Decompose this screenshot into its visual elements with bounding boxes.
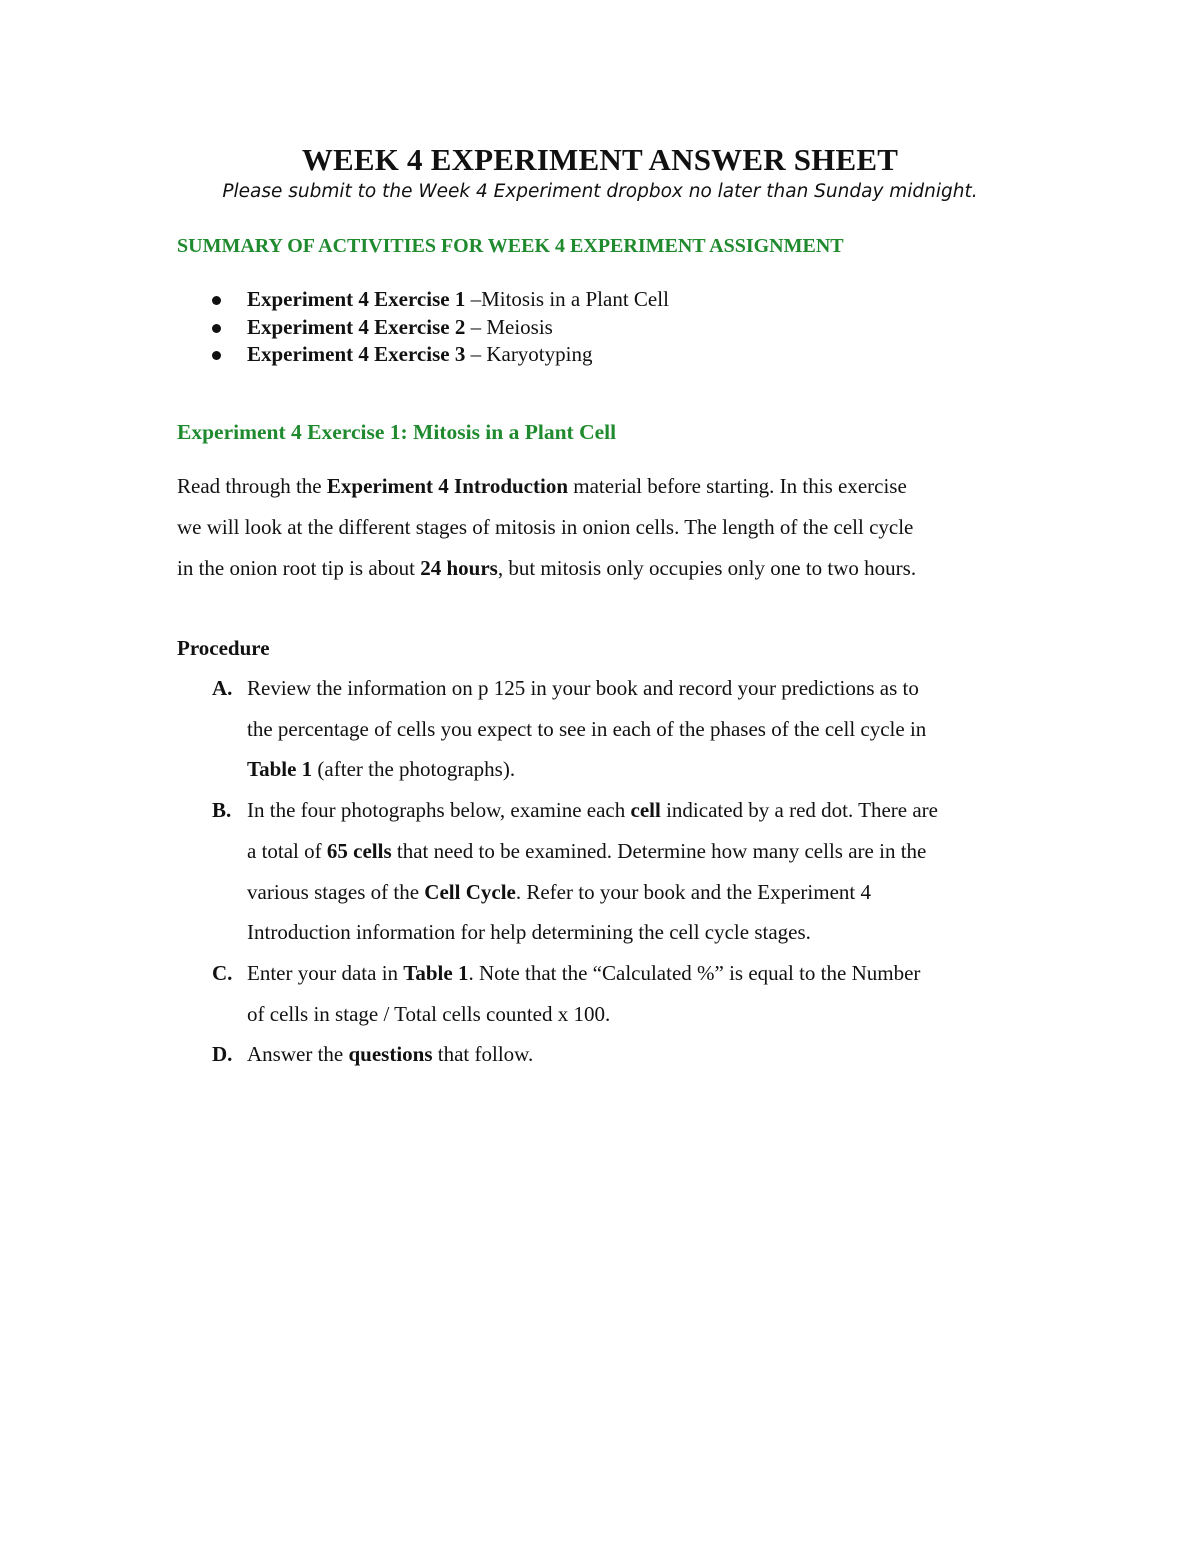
step-text: Answer the <box>247 1042 349 1067</box>
step-text: . Note that the “Calculated %” is equal to the Number <box>468 960 921 985</box>
exercise-heading: Experiment 4 Exercise 1: Mitosis in a Plant Cell <box>177 420 617 444</box>
procedure-step-c <box>177 953 1037 1034</box>
step-text: . Refer to your book and the Experiment 4 <box>515 879 871 904</box>
intro-text: , but mitosis only occupies only one to two hours. <box>497 556 917 580</box>
intro-line <box>177 466 1027 507</box>
step-bold: Table 1 <box>247 757 313 782</box>
step-letter: D. <box>212 1042 233 1067</box>
intro-text: in the onion root tip is about <box>177 556 421 580</box>
activity-list <box>177 286 669 369</box>
page-title: WEEK 4 EXPERIMENT ANSWER SHEET <box>301 142 899 177</box>
procedure-heading: Procedure <box>177 636 270 660</box>
step-line: Introduction information for help determining the cell cycle stages. <box>247 920 811 945</box>
page-subtitle: Please submit to the Week 4 Experiment dropbox no later than Sunday midnight. <box>222 181 978 202</box>
intro-line: we will look at the different stages of mitosis in onion cells. The length of the cell cycle <box>177 515 914 539</box>
list-item <box>177 341 669 369</box>
activity-bold: Experiment 4 Exercise 1 <box>247 287 466 311</box>
step-text: In the four photographs below, examine each <box>247 798 631 823</box>
procedure-steps <box>177 668 1037 1075</box>
intro-line <box>177 548 1027 589</box>
step-text: a total of <box>247 838 327 863</box>
step-text: (after the photographs). <box>312 757 516 782</box>
intro-text: Read through the <box>177 474 327 498</box>
step-letter: B. <box>212 798 232 823</box>
step-line <box>247 749 1037 790</box>
bullet-icon <box>212 351 221 360</box>
step-bold: Table 1 <box>403 960 469 985</box>
activity-text: – Karyotyping <box>465 342 593 366</box>
step-bold: Cell Cycle <box>424 879 516 904</box>
activity-text: –Mitosis in a Plant Cell <box>465 287 669 311</box>
step-line <box>247 872 1037 913</box>
step-line <box>247 831 1037 872</box>
step-text: that follow. <box>432 1042 534 1067</box>
list-item <box>177 286 669 314</box>
step-line <box>247 1034 1037 1075</box>
step-text: that need to be examined. Determine how many cells are in the <box>391 838 927 863</box>
procedure-step-b <box>177 790 1037 953</box>
step-bold: cell <box>630 798 661 823</box>
step-text: indicated by a red dot. There are <box>660 798 938 823</box>
step-letter: A. <box>212 676 233 700</box>
step-line <box>247 953 1037 994</box>
step-bold: 65 cells <box>326 838 392 863</box>
step-letter: C. <box>212 960 233 985</box>
list-item <box>177 314 669 342</box>
intro-text: material before starting. In this exercise <box>568 474 907 498</box>
step-text: Enter your data in <box>247 960 404 985</box>
intro-bold: Experiment 4 Introduction <box>326 474 569 498</box>
bullet-icon <box>212 296 221 305</box>
step-bold: questions <box>348 1042 433 1067</box>
intro-paragraph <box>177 466 1027 589</box>
activity-bold: Experiment 4 Exercise 2 <box>247 314 466 339</box>
procedure-step-a <box>177 668 1037 790</box>
activity-text: – Meiosis <box>465 314 553 339</box>
bullet-icon <box>212 324 221 333</box>
step-text: various stages of the <box>247 879 425 904</box>
step-line: of cells in stage / Total cells counted x 100. <box>247 1001 611 1026</box>
step-line <box>247 790 1037 831</box>
intro-bold: 24 hours <box>420 556 498 580</box>
procedure-step-d <box>177 1034 1037 1075</box>
step-line: the percentage of cells you expect to see in each of the phases of the cell cycle in <box>247 716 927 741</box>
summary-heading: SUMMARY OF ACTIVITIES FOR WEEK 4 EXPERIMENT ASSIGNMENT <box>177 235 844 257</box>
activity-bold: Experiment 4 Exercise 3 <box>247 342 466 366</box>
step-line: Review the information on p 125 in your book and record your predictions as to <box>247 676 919 700</box>
